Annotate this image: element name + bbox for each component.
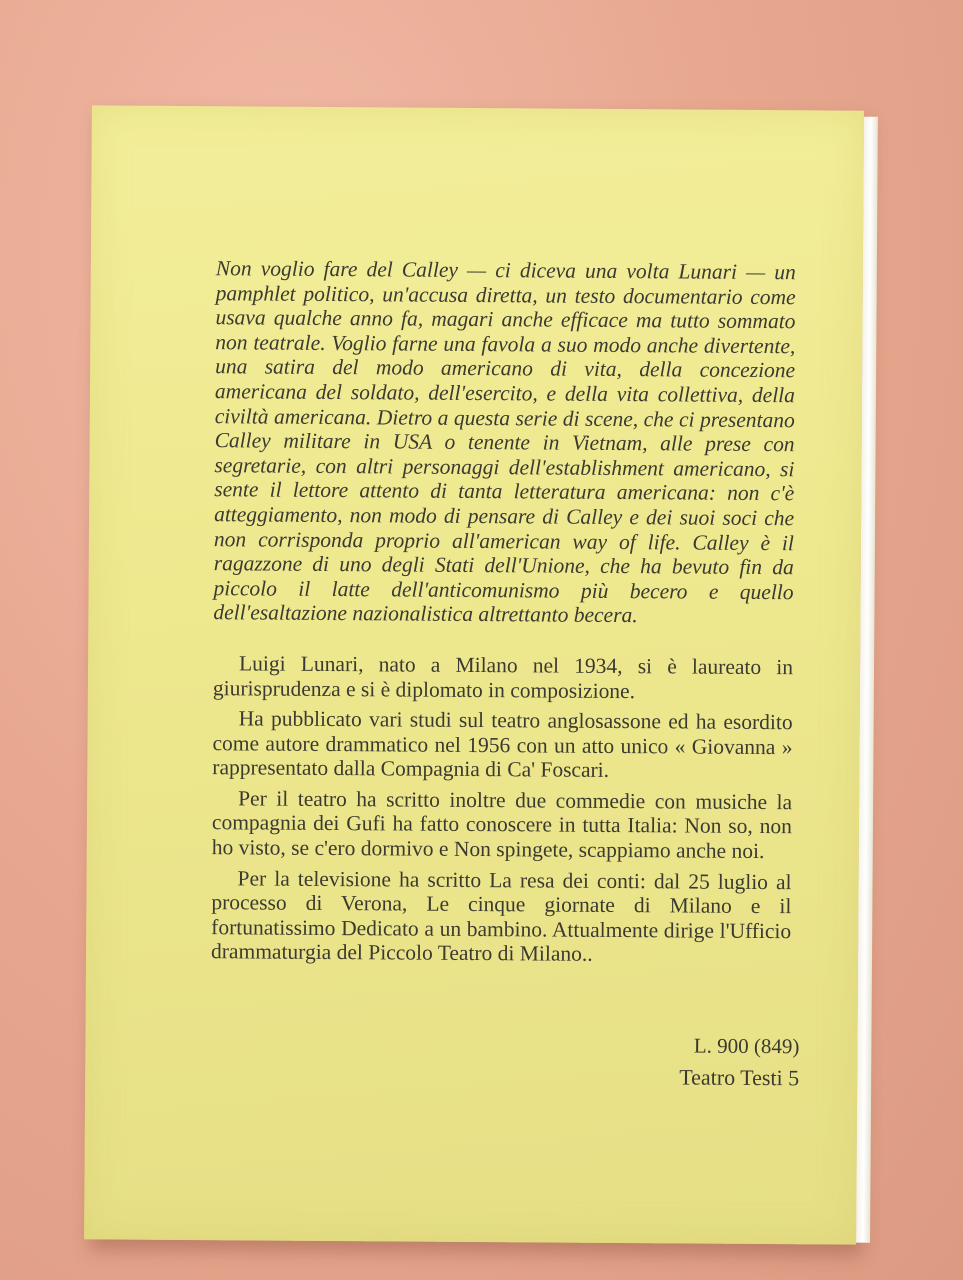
blurb-text: Non voglio fare del Calley — ci diceva una volta Lunari — un pamphlet politico, un'accusa diretta, un testo documentario come usava qualche anno fa, magari anche efficace ma tutto sommato non teatrale. Voglio farne una favola a suo modo anche divertente, una satira del modo americano di vita, della concezione americana del soldato, dell'esercito, e della vita collettiva, della civiltà americana. Dietro a questa serie di scene, che ci presentano Calley militare in USA o tenente in Vietnam, alle prese con segretarie, con altri personaggi dell'establishment americano, si sente il lettore attento di tanta letteratura americana: non c'è atteggiamento, non modo di pensare di Calley e dei suoi soci che non corrisponda proprio all'american way of life. Calley è il ragazzone di uno degli Stati dell'Unione, che ha bevuto fin da piccolo il latte dell'anticomunismo più becero e quello dell'esaltazione nazionalistica altrettanto becera. [213, 256, 796, 628]
book-page-edge [856, 117, 878, 1243]
price-label: L. 900 (849) [693, 1033, 800, 1059]
bio-paragraph-2: Ha pubblicato vari studi sul teatro anglosassone ed ha esordito come autore drammatico nel 1956 con un atto unico « Giovanna » rappresentato dalla Compagnia di Ca' Foscari. [212, 706, 793, 783]
bio-paragraph-3: Per il teatro ha scritto inoltre due commedie con musiche la compagnia dei Gufi ha fatto conoscere in tutta Italia: Non so, non ho visto, se c'ero dormivo e Non spingete, scappiamo anche noi. [211, 786, 793, 864]
bio-paragraph-4: Per la televisione ha scritto La resa dei conti: dal 25 luglio al processo di Verona, Le cinque giornate di Milano e il fortunatissimo Dedicato a un bambino. Attualmente dirige l'Ufficio drammaturgia del Piccolo Teatro di Milano.. [210, 866, 792, 967]
cover-text [211, 256, 796, 974]
bio-paragraph-1: Luigi Lunari, nato a Milano nel 1934, si è laureato in giurisprudenza e si è diplomato in composizione. [212, 651, 794, 703]
price-block [679, 1029, 799, 1094]
author-bio [211, 651, 793, 968]
book-back-cover [84, 105, 864, 1244]
blurb [213, 256, 796, 629]
series-label: Teatro Testi 5 [679, 1064, 800, 1091]
